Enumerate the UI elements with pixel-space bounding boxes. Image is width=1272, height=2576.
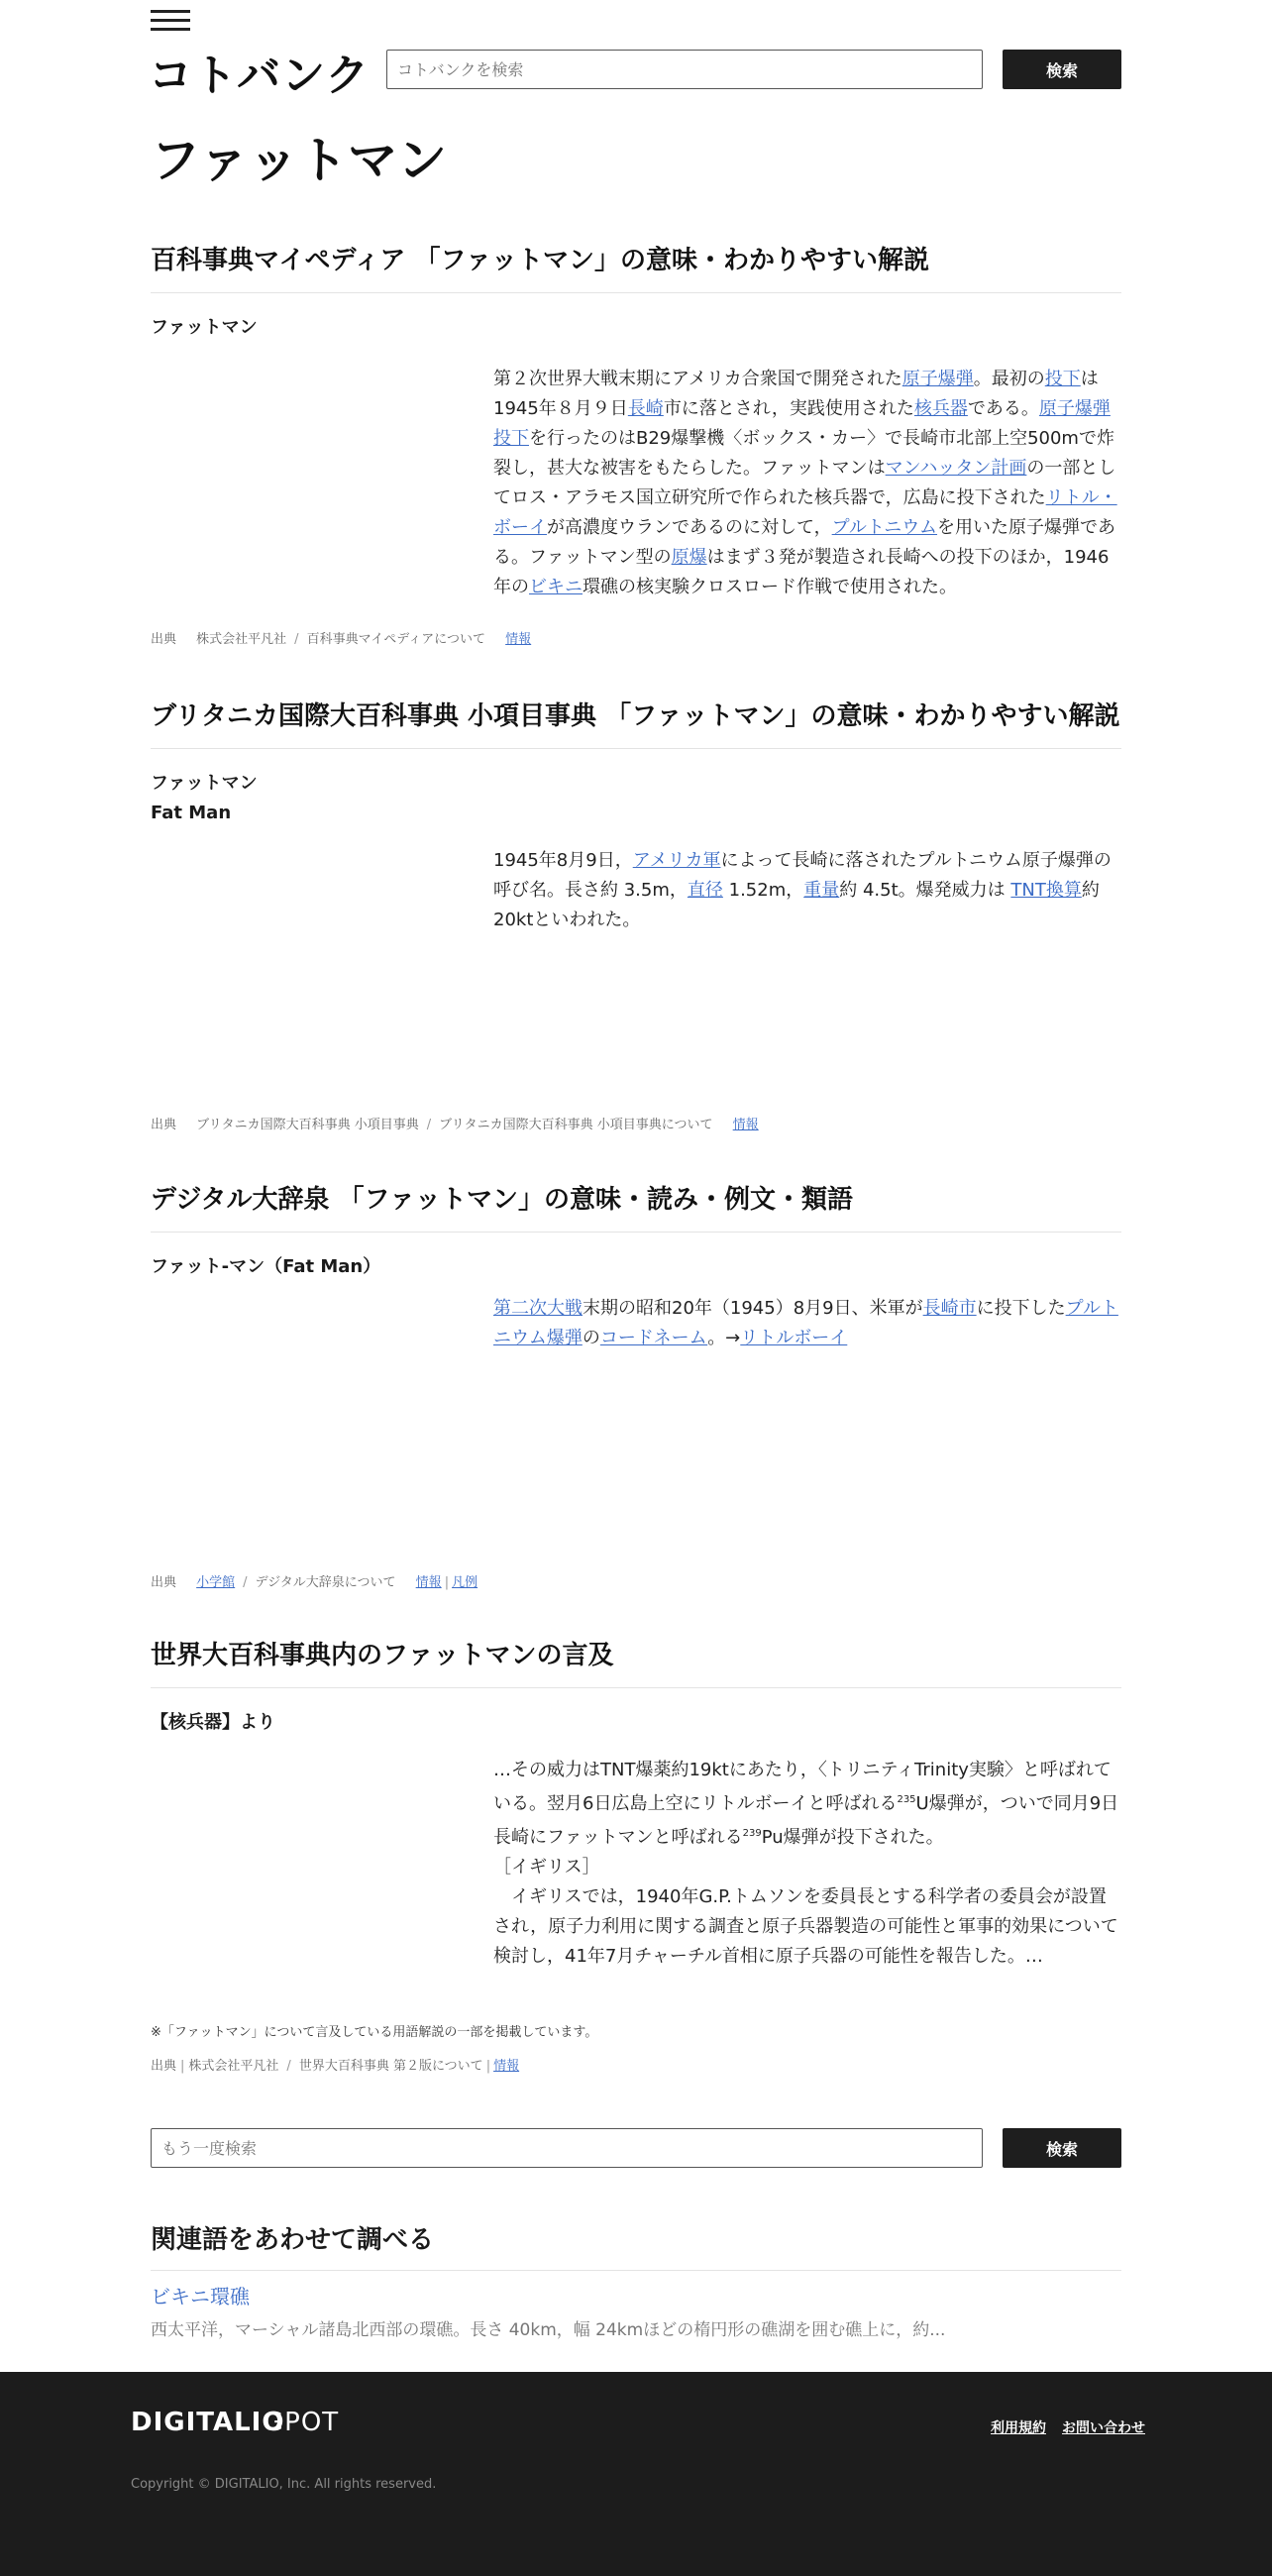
section-title: デジタル大辞泉 「ファットマン」の意味・読み・例文・類語: [151, 1179, 1121, 1233]
search-button[interactable]: 検索: [1003, 50, 1121, 89]
related-link[interactable]: ビキニ環礁: [151, 2285, 250, 2308]
gpot-logo[interactable]: GPOT: [264, 2408, 340, 2437]
term-english: Fat Man: [151, 803, 232, 823]
mention-note: ※「ファットマン」について言及している用語解説の一部を掲載しています。: [151, 2025, 598, 2040]
info-link[interactable]: 情報: [505, 632, 532, 647]
related-desc: 西太平洋，マーシャル諸島北西部の環礁。長さ 40km，幅 24kmほどの楕円形の礁湖を囲む礁上に，約...: [151, 2320, 946, 2340]
link-plutonium[interactable]: プルトニウム: [831, 517, 938, 538]
terms-link[interactable]: 利用規約: [991, 2420, 1046, 2436]
search-again-input[interactable]: [151, 2128, 983, 2168]
link-little-boy[interactable]: リトル・ボーイ: [493, 487, 1117, 538]
legend-link[interactable]: 凡例: [452, 1575, 478, 1590]
link-nagasaki[interactable]: 長崎: [627, 398, 664, 419]
hamburger-menu-icon[interactable]: [151, 10, 190, 32]
link-little-boy-2[interactable]: リトルボーイ: [740, 1328, 848, 1348]
section-title: 百科事典マイペディア 「ファットマン」の意味・わかりやすい解説: [151, 240, 1121, 293]
source-line: 出典 株式会社平凡社 / 百科事典マイペディアについて 情報: [151, 632, 532, 647]
section-title: 世界大百科事典内のファットマンの言及: [151, 1635, 1121, 1688]
source-line: 出典 | 株式会社平凡社 / 世界大百科事典 第２版について | 情報: [151, 2059, 520, 2074]
info-link[interactable]: 情報: [493, 2059, 520, 2074]
link-codename[interactable]: コードネーム: [599, 1328, 708, 1348]
term-heading: 【核兵器】より: [151, 1712, 275, 1733]
link-atomic-bomb-drop[interactable]: 原子爆弾投下: [493, 398, 1111, 449]
copyright: Copyright © DIGITALIO, Inc. All rights reserved.: [131, 2477, 437, 2492]
link-atomic-bomb[interactable]: 原子爆弾: [901, 369, 974, 389]
link-drop[interactable]: 投下: [1044, 369, 1081, 389]
link-tnt[interactable]: TNT換算: [1010, 880, 1082, 901]
link-diameter[interactable]: 直径: [687, 880, 723, 901]
publisher-link[interactable]: 小学館: [196, 1575, 236, 1590]
definition-text: 1945年8月9日，アメリカ軍によって長崎に落されたプルトニウム原子爆弾の呼び名。長さ約 3.5m，直径 1.52m，重量約 4.5t。爆発威力は TNT換算約 20ktといわれた。: [493, 850, 1112, 930]
search-input[interactable]: [386, 50, 983, 89]
definition-text: …その威力はTNT爆薬約19ktにあたり，〈トリニティTrinity実験〉と呼ばれている。翌月6日広島上空にリトルボーイと呼ばれる$^{235}$U爆弾が，ついで同月9日長崎にファットマンと呼ばれる$^{239}$Pu爆弾が投下された。 ［イギリス］ イギリスでは，1940年G.P.トムソンを委員長とする科学者の委員会が設置され，原子力利用に関する調査と原子兵器製造の可能性と軍事的効果について検討し，41年7月チャーチル首相に原子兵器の可能性を報告した。…: [493, 1760, 1119, 1967]
site-logo[interactable]: コトバンク: [149, 51, 371, 101]
definition-text: 第２次世界大戦末期にアメリカ合衆国で開発された原子爆弾。最初の投下は1945年８月９日長崎市に落とされ，実践使用された核兵器である。原子爆弾投下を行ったのはB29爆撃機〈ボックス・カー〉で長崎市北部上空500mで炸裂し，甚大な被害をもたらした。ファットマンはマンハッタン計画の一部としてロス・アラモス国立研究所で作られた核兵器で，広島に投下されたリトル・ボーイが高濃度ウランであるのに対して，プルトニウムを用いた原子爆弾である。ファットマン型の原爆はまず３発が製造され長崎への投下のほか，1946年のビキニ環礁の核実験クロスロード作戦で使用された。: [493, 369, 1117, 597]
link-bikini[interactable]: ビキニ: [529, 577, 583, 597]
search-again-button[interactable]: 検索: [1003, 2128, 1121, 2168]
footer: [0, 2372, 1272, 2576]
link-nuclear-weapon[interactable]: 核兵器: [913, 398, 968, 419]
section-daijisen: [151, 1179, 1121, 1590]
contact-link[interactable]: お問い合わせ: [1062, 2420, 1145, 2436]
term-heading: ファット‐マン（Fat Man）: [151, 1256, 381, 1277]
related-title: 関連語をあわせて調べる: [151, 2219, 1121, 2271]
link-plutonium-bomb[interactable]: プルトニウム爆弾: [493, 1298, 1118, 1348]
source-line: 出典 小学館 / デジタル大辞泉について 情報 | 凡例: [151, 1575, 478, 1590]
section-mypedia: [151, 240, 1121, 647]
term-heading: ファットマン: [151, 773, 258, 794]
link-a-bomb[interactable]: 原爆: [671, 547, 707, 568]
term-heading: ファットマン: [151, 317, 258, 338]
info-link[interactable]: 情報: [732, 1118, 759, 1132]
digitalio-logo[interactable]: DIGITALIO: [131, 2408, 285, 2437]
link-us-army[interactable]: アメリカ軍: [632, 850, 721, 871]
related-terms: [151, 2219, 1121, 2340]
page-title: ファットマン: [151, 132, 447, 189]
source-line: 出典 ブリタニカ国際大百科事典 小項目事典 / ブリタニカ国際大百科事典 小項目事典について 情報: [151, 1118, 759, 1132]
link-manhattan[interactable]: マンハッタン計画: [885, 458, 1027, 479]
definition-text: 第二次大戦末期の昭和20年（1945）8月9日、米軍が長崎市に投下したプルトニウム爆弾のコードネーム。→リトルボーイ: [493, 1298, 1118, 1348]
section-britannica: [151, 696, 1121, 1132]
section-title: ブリタニカ国際大百科事典 小項目事典 「ファットマン」の意味・わかりやすい解説: [151, 696, 1121, 749]
info-link[interactable]: 情報: [415, 1575, 442, 1590]
link-weight[interactable]: 重量: [803, 880, 840, 901]
link-nagasaki-city[interactable]: 長崎市: [922, 1298, 977, 1319]
link-ww2[interactable]: 第二次大戦: [493, 1298, 583, 1319]
section-sekai: [151, 1635, 1121, 2074]
